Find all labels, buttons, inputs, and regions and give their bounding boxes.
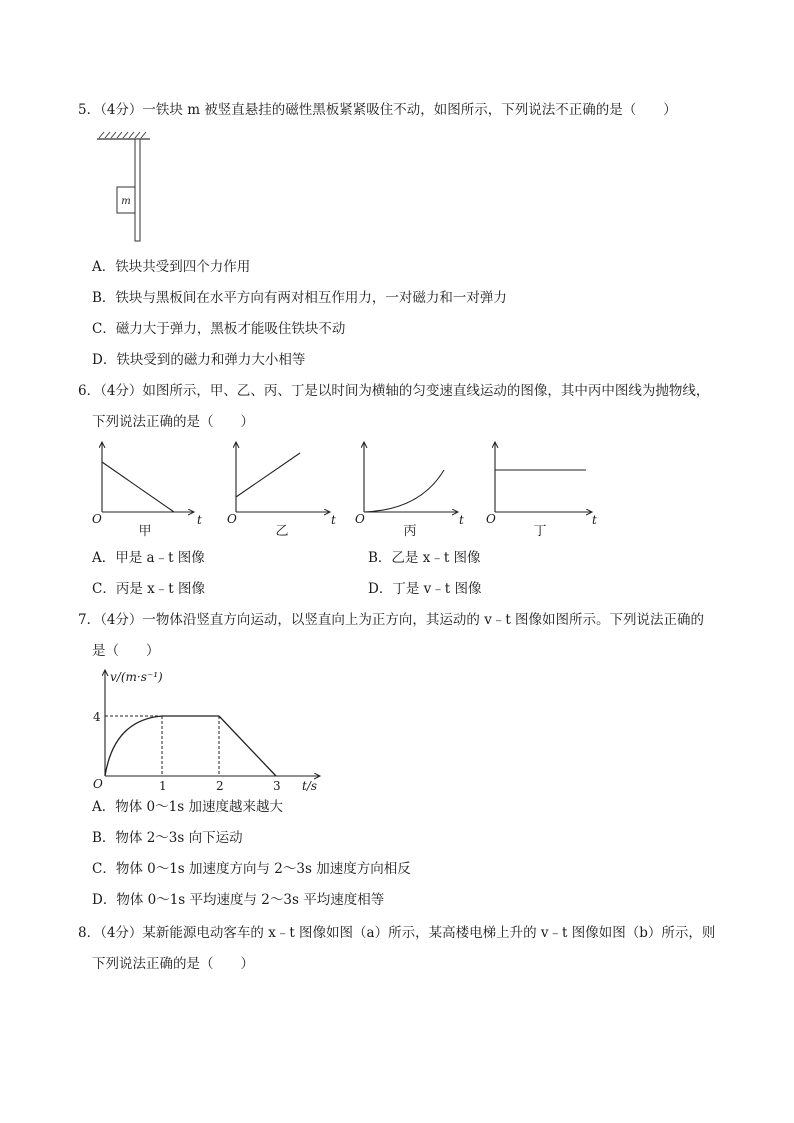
block-label: m: [121, 196, 131, 207]
svg-text:t: t: [197, 513, 202, 527]
svg-text:t: t: [459, 513, 464, 527]
svg-text:甲: 甲: [138, 524, 152, 539]
q7-option-b: B．物体 2～3s 向下运动: [92, 830, 243, 846]
svg-text:O: O: [92, 512, 102, 526]
svg-text:O: O: [355, 512, 365, 526]
q6-graphs: [90, 440, 610, 540]
q6-stem-line2: 下列说法正确的是（ ）: [92, 414, 254, 430]
q5-option-c: C．磁力大于弹力，黑板才能吸住铁块不动: [92, 321, 346, 337]
q7-option-d: D．物体 0～1s 平均速度与 2～3s 平均速度相等: [92, 892, 385, 908]
q6-stem-line1: 6．（4分）如图所示，甲、乙、丙、丁是以时间为横轴的匀变速直线运动的图像，其中丙中图线为抛物线，: [78, 383, 710, 399]
q6-option-b: B．乙是 x﹣t 图像: [368, 550, 481, 566]
q5-option-d: D．铁块受到的磁力和弹力大小相等: [92, 352, 306, 368]
q5-stem: 5．（4分）一铁块 m 被竖直悬挂的磁性黑板紧紧吸住不动，如图所示，下列说法不正确的是（ ）: [78, 102, 677, 118]
chart-xtick-2: 2: [216, 779, 224, 793]
graph-yi: [227, 442, 336, 539]
q6-option-c: C．丙是 x﹣t 图像: [92, 581, 205, 597]
svg-text:丙: 丙: [403, 524, 417, 539]
chart-xlabel: t/s: [302, 779, 318, 793]
q7-option-a: A．物体 0～1s 加速度越来越大: [92, 799, 283, 815]
q7-stem-line1: 7．（4分）一物体沿竖直方向运动，以竖直向上为正方向，其运动的 v﹣t 图像如图所示。下列说法正确的: [78, 612, 705, 628]
svg-text:丁: 丁: [533, 524, 547, 539]
q7-stem-line2: 是（ ）: [92, 643, 160, 659]
q5-option-a: A．铁块共受到四个力作用: [92, 259, 251, 275]
q8-stem-line2: 下列说法正确的是（ ）: [92, 956, 254, 972]
graph-ding: [486, 442, 597, 539]
q6-option-d: D．丁是 v﹣t 图像: [368, 581, 482, 597]
q7-vt-chart: [88, 664, 338, 794]
svg-text:t: t: [331, 513, 336, 527]
q8-stem-line1: 8．（4分）某新能源电动客车的 x﹣t 图像如图（a）所示，某高楼电梯上升的 v﹣t 图像如图（b）所示，则: [78, 925, 716, 941]
svg-text:O: O: [227, 512, 237, 526]
chart-xtick-1: 1: [159, 779, 167, 793]
chart-ylabel: v/(m·s⁻¹): [110, 670, 163, 684]
svg-text:t: t: [592, 513, 597, 527]
chart-ytick-4: 4: [93, 710, 101, 724]
svg-text:O: O: [486, 512, 496, 526]
graph-bing: [355, 442, 464, 539]
q6-option-a: A．甲是 a﹣t 图像: [92, 550, 205, 566]
q5-option-b: B．铁块与黑板间在水平方向有两对相互作用力，一对磁力和一对弹力: [92, 290, 507, 306]
chart-origin: O: [93, 777, 103, 791]
q7-option-c: C．物体 0～1s 加速度方向与 2～3s 加速度方向相反: [92, 861, 411, 877]
chart-xtick-3: 3: [273, 779, 281, 793]
svg-text:乙: 乙: [275, 524, 289, 539]
q5-figure: [95, 128, 165, 246]
graph-jia: [92, 442, 202, 539]
